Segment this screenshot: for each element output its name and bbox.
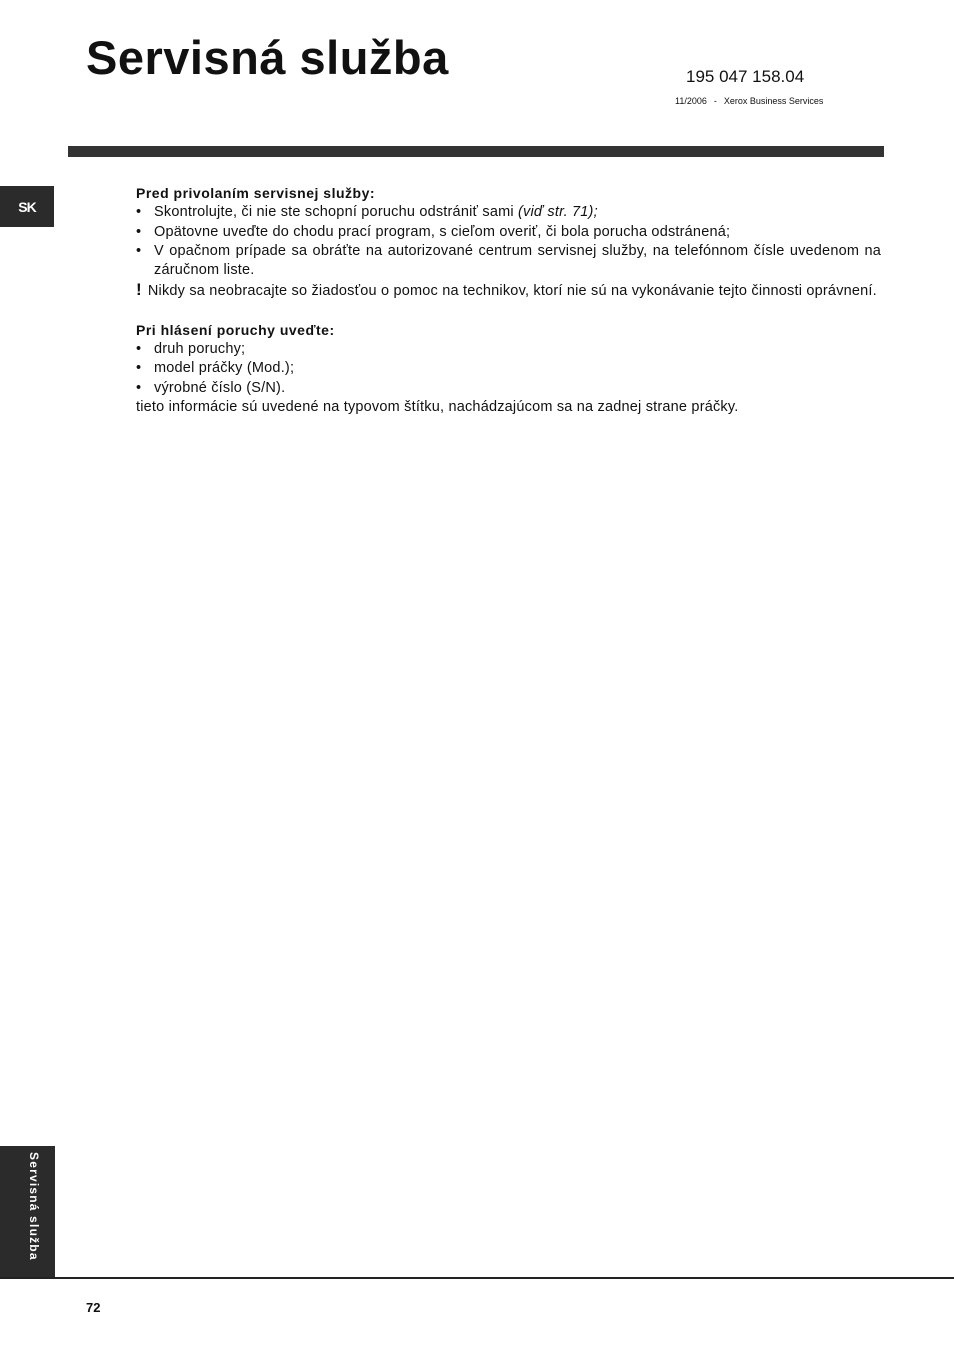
section-heading-before-call: Pred privolaním servisnej služby: [136, 185, 376, 201]
document-date: 11/2006 [675, 96, 707, 106]
list-item-text: V opačnom prípade sa obráťte na autorizované centrum servisnej služby, na telefónnom čísle uvedenom na záručnom liste. [154, 242, 881, 279]
document-meta-separator: - [713, 96, 717, 106]
language-tab-label: SK [18, 198, 36, 215]
main-content [136, 184, 881, 417]
list-item-text: výrobné číslo (S/N). [154, 379, 286, 396]
list-item [136, 340, 881, 359]
document-meta [675, 96, 823, 106]
spacer [136, 302, 881, 321]
bullet-icon: • [136, 379, 142, 396]
page-title: Servisná služba [86, 31, 449, 84]
report-list [136, 340, 881, 398]
closing-text: tieto informácie sú uvedené na typovom štítku, nachádzajúcom sa na zadnej strane práčky. [136, 398, 739, 415]
list-item [136, 379, 881, 398]
list-item-text: model práčky (Mod.); [154, 360, 295, 377]
list-item [136, 359, 881, 378]
bullet-icon: • [136, 204, 142, 221]
bullet-icon: • [136, 360, 142, 377]
page-reference: (viď str. 71); [518, 204, 598, 221]
warning-icon: ! [136, 280, 142, 300]
bullet-icon: • [136, 242, 142, 259]
section-heading-report: Pri hlásení poruchy uveďte: [136, 321, 335, 338]
bullet-icon: • [136, 341, 142, 358]
list-item [136, 242, 881, 281]
warning-text: Nikdy sa neobracajte so žiadosťou o pomoc na technikov, ktorí nie sú na vykonávanie tejto činnosti oprávnení. [147, 283, 877, 300]
list-item [136, 203, 881, 222]
language-tab [0, 186, 54, 227]
page-number: 72 [86, 1300, 101, 1315]
bullet-icon: • [136, 223, 142, 240]
before-call-list [136, 203, 881, 280]
footer-divider [0, 1277, 954, 1279]
list-item-text: Opätovne uveďte do chodu prací program, s cieľom overiť, či bola porucha odstránená; [154, 223, 731, 240]
list-item-text: Skontrolujte, či nie ste schopní poruchu odstrániť sami [154, 204, 519, 221]
list-item [136, 223, 881, 242]
document-code: 195 047 158.04 [686, 67, 805, 86]
side-section-tab-label: Servisná služba [27, 1152, 41, 1261]
header-divider [68, 146, 884, 157]
list-item-text: druh poruchy; [154, 341, 246, 358]
warning-note [136, 280, 881, 301]
document-publisher: Xerox Business Services [723, 96, 824, 106]
